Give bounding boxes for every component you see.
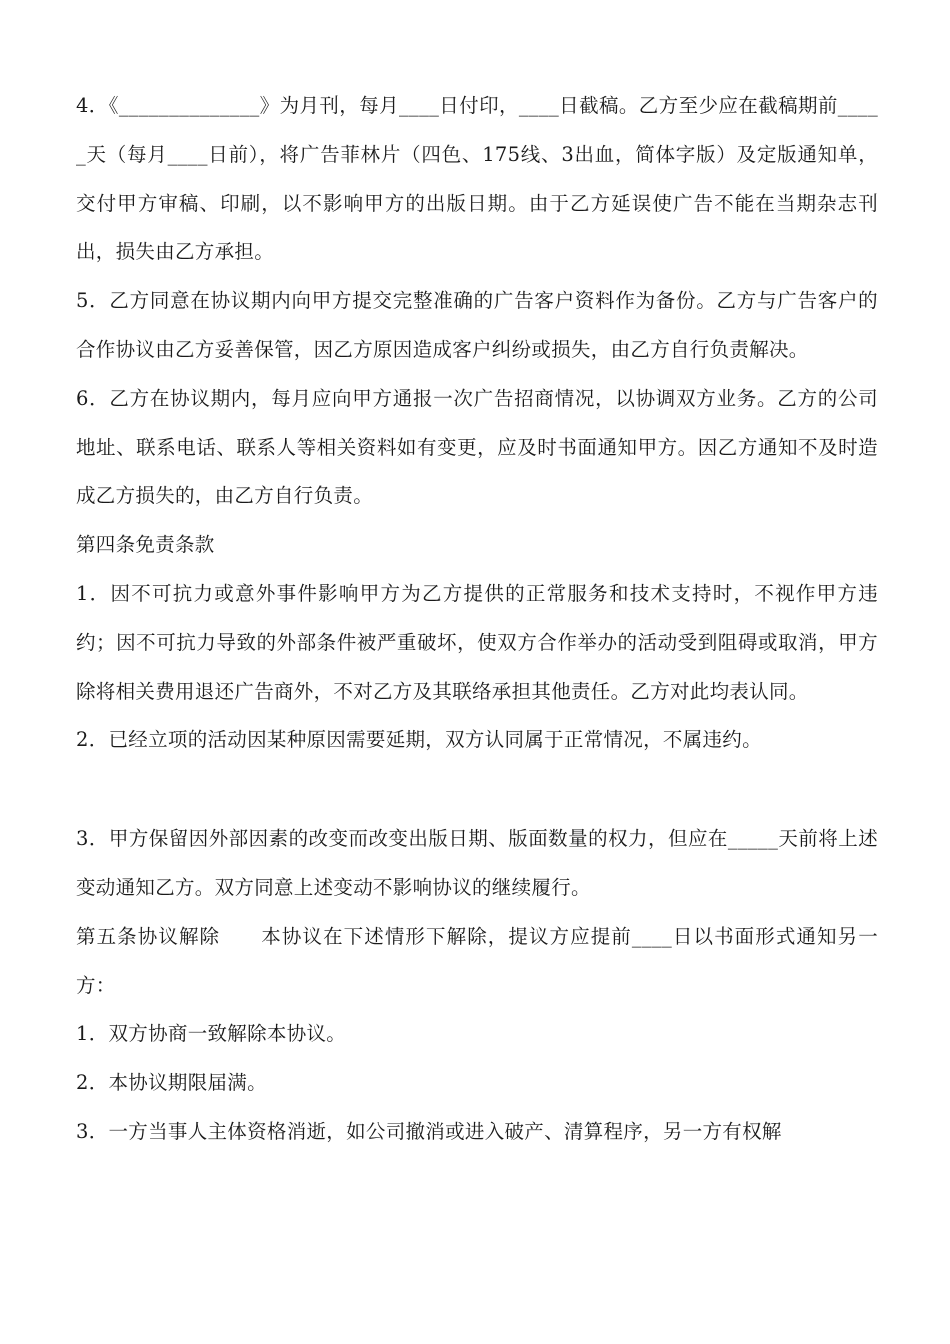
exemption-clause-3: 3．甲方保留因外部因素的改变而改变出版日期、版面数量的权力，但应在_____天前将上述变动通知乙方。双方同意上述变动不影响协议的继续履行。 (76, 827, 878, 899)
section-4-heading: 第四条免责条款 (76, 533, 215, 557)
clause-5-client-data: 5．乙方同意在协议期内向甲方提交完整准确的广告客户资料作为备份。乙方与广告客户的合作协议由乙方妥善保管，因乙方原因造成客户纠纷或损失，由乙方自行负责解决。 (76, 289, 878, 361)
termination-item-2: 2．本协议期限届满。 (76, 1071, 267, 1095)
document-page (76, 82, 878, 1157)
clause-4-print-schedule: 4．《______________》为月刊，每月____日付印，____日截稿。乙方至少应在截稿期前_____天（每月____日前），将广告菲林片（四色、175线、3出血，简体字版）及定版通知单，交付甲方审稿、印刷，以不影响甲方的出版日期。由于乙方延误使广告不能在当期杂志刊出，损失由乙方承担。 (76, 94, 878, 264)
paragraph-spacer (76, 765, 878, 815)
section-5-heading: 第五条协议解除 本协议在下述情形下解除，提议方应提前____日以书面形式通知另一方： (76, 924, 878, 997)
clause-6-monthly-report: 6．乙方在协议期内，每月应向甲方通报一次广告招商情况，以协调双方业务。乙方的公司地址、联系电话、联系人等相关资料如有变更，应及时书面通知甲方。因乙方通知不及时造成乙方损失的，由乙方自行负责。 (76, 386, 878, 508)
exemption-clause-2: 2．已经立项的活动因某种原因需要延期，双方认同属于正常情况，不属违约。 (76, 728, 762, 752)
exemption-clause-1: 1．因不可抗力或意外事件影响甲方为乙方提供的正常服务和技术支持时，不视作甲方违约；因不可抗力导致的外部条件被严重破坏，使双方合作举办的活动受到阻碍或取消，甲方除将相关费用退还广告商外，不对乙方及其联络承担其他责任。乙方对此均表认同。 (76, 581, 878, 703)
termination-item-3: 3．一方当事人主体资格消逝，如公司撤消或进入破产、清算程序，另一方有权解 (76, 1119, 782, 1143)
termination-item-1: 1．双方协商一致解除本协议。 (76, 1022, 347, 1046)
